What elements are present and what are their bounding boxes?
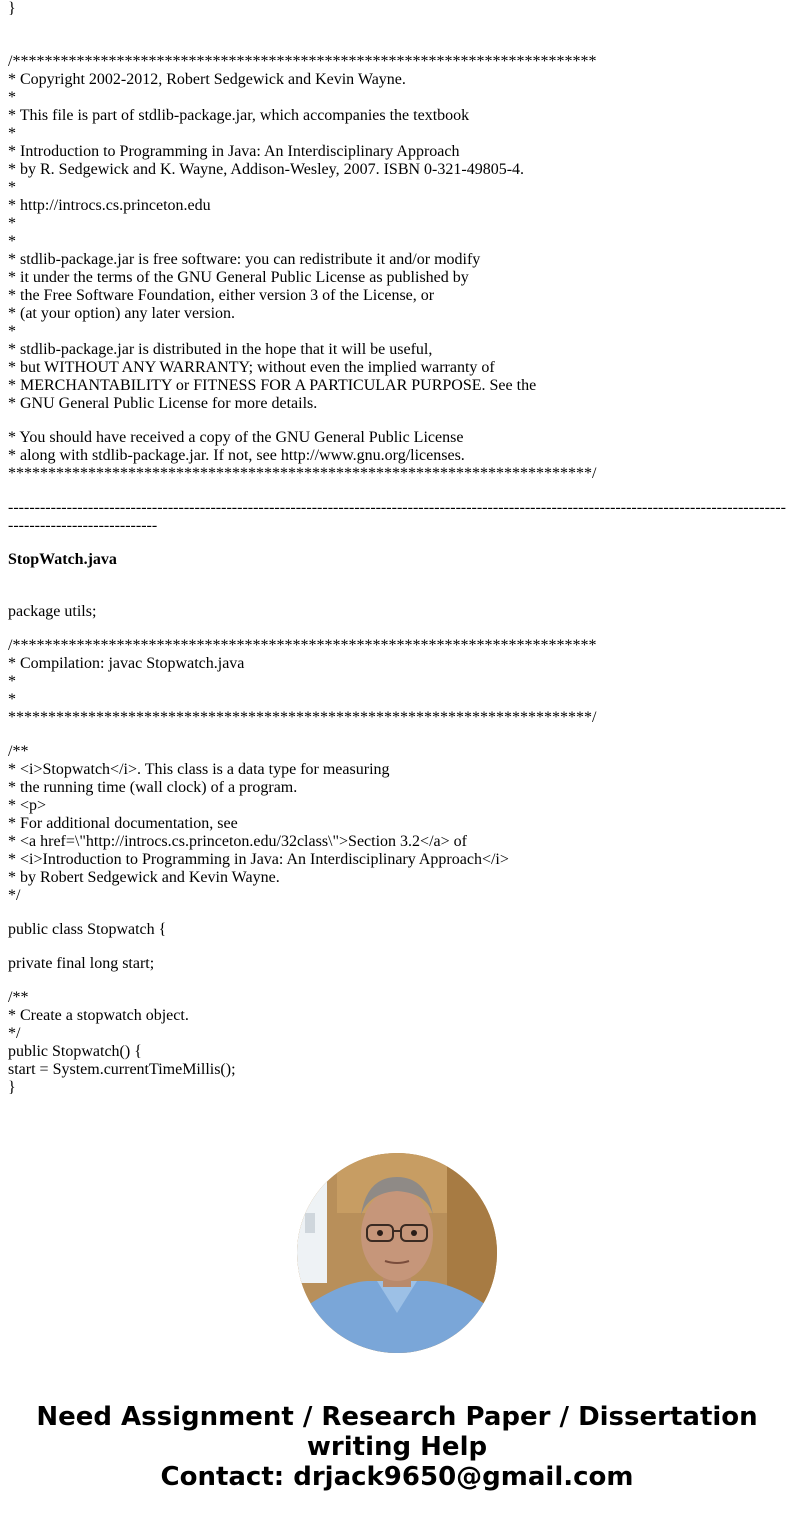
code-line: */ xyxy=(8,887,21,904)
license-line: * http://introcs.cs.princeton.edu xyxy=(8,197,211,214)
license-line: * xyxy=(8,125,16,142)
code-line: public Stopwatch() { xyxy=(8,1043,142,1060)
code-line: * For additional documentation, see xyxy=(8,815,238,832)
cta-line-3: Contact: drjack9650@gmail.com xyxy=(160,1462,634,1492)
code-line: /************************************************************************* xyxy=(8,637,597,654)
code-line: * the running time (wall clock) of a program. xyxy=(8,779,298,796)
spacer xyxy=(8,413,788,429)
license-line: * GNU General Public License for more details. xyxy=(8,395,318,412)
cta-line-2: writing Help xyxy=(306,1432,488,1462)
code-line: *************************************************************************/ xyxy=(8,709,597,726)
code-line: * <a href=\"http://introcs.cs.princeton.edu/32class\">Section 3.2</a> of xyxy=(8,833,467,850)
closing-brace: } xyxy=(8,0,16,17)
code-line: } xyxy=(8,1079,16,1096)
spacer xyxy=(8,535,788,551)
spacer xyxy=(8,727,788,743)
license-line: * but WITHOUT ANY WARRANTY; without even the implied warranty of xyxy=(8,359,495,376)
license-line: * xyxy=(8,323,16,340)
portrait-image xyxy=(297,1153,497,1353)
header-comment xyxy=(8,637,788,727)
license-line: * Copyright 2002-2012, Robert Sedgewick and Kevin Wayne. xyxy=(8,71,406,88)
constructor-block xyxy=(8,989,788,1097)
license-line: * xyxy=(8,179,16,196)
license-line: * (at your option) any later version. xyxy=(8,305,236,322)
spacer xyxy=(8,621,788,637)
javadoc-comment xyxy=(8,743,788,905)
code-line: /** xyxy=(8,743,29,760)
code-line: * xyxy=(8,673,16,690)
package-line: package utils; xyxy=(8,603,97,620)
code-line: * Compilation: javac Stopwatch.java xyxy=(8,655,245,672)
author-photo xyxy=(297,1153,497,1353)
spacer xyxy=(8,569,788,603)
code-line: start = System.currentTimeMillis(); xyxy=(8,1061,236,1078)
field-declaration: private final long start; xyxy=(8,955,155,972)
license-line: *************************************************************************/ xyxy=(8,465,597,482)
code-line: * <i>Introduction to Programming in Java: An Interdisciplinary Approach</i> xyxy=(8,851,509,868)
license-line: * You should have received a copy of the GNU General Public License xyxy=(8,429,464,446)
code-line: * <i>Stopwatch</i>. This class is a data type for measuring xyxy=(8,761,390,778)
license-line: /************************************************************************* xyxy=(8,53,597,70)
code-line: * Create a stopwatch object. xyxy=(8,1007,189,1024)
license-line: * MERCHANTABILITY or FITNESS FOR A PARTICULAR PURPOSE. See the xyxy=(8,377,537,394)
license-line: * stdlib-package.jar is distributed in the hope that it will be useful, xyxy=(8,341,433,358)
code-line: * <p> xyxy=(8,797,47,814)
license-line: * xyxy=(8,215,16,232)
class-declaration: public class Stopwatch { xyxy=(8,921,167,938)
file-title: StopWatch.java xyxy=(8,551,117,568)
spacer xyxy=(8,18,788,53)
spacer xyxy=(8,973,788,989)
license-line: * xyxy=(8,89,16,106)
spacer xyxy=(8,483,788,499)
spacer xyxy=(8,939,788,955)
license-line: * the Free Software Foundation, either version 3 of the License, or xyxy=(8,287,435,304)
code-line: */ xyxy=(8,1025,21,1042)
code-line: /** xyxy=(8,989,29,1006)
license-line: * along with stdlib-package.jar. If not, see http://www.gnu.org/licenses. xyxy=(8,447,465,464)
code-line: * by Robert Sedgewick and Kevin Wayne. xyxy=(8,869,280,886)
license-line: * it under the terms of the GNU General Public License as published by xyxy=(8,269,469,286)
code-line: * xyxy=(8,691,16,708)
license-line: * This file is part of stdlib-package.jar, which accompanies the textbook xyxy=(8,107,470,124)
license-line: * by R. Sedgewick and K. Wayne, Addison-Wesley, 2007. ISBN 0-321-49805-4. xyxy=(8,161,525,178)
license-line: * Introduction to Programming in Java: An Interdisciplinary Approach xyxy=(8,143,460,160)
document-body xyxy=(8,0,788,1097)
license-line: * stdlib-package.jar is free software: you can redistribute it and/or modify xyxy=(8,251,481,268)
license-line: * xyxy=(8,233,16,250)
cta-line-1: Need Assignment / Research Paper / Dissertation xyxy=(36,1402,758,1432)
contact-banner xyxy=(0,1402,794,1492)
horizontal-divider: ------------------------------------------------------------------------------------------------------------------------------------------------------------------------------ xyxy=(8,499,786,534)
license-block xyxy=(8,53,788,483)
spacer xyxy=(8,905,788,921)
